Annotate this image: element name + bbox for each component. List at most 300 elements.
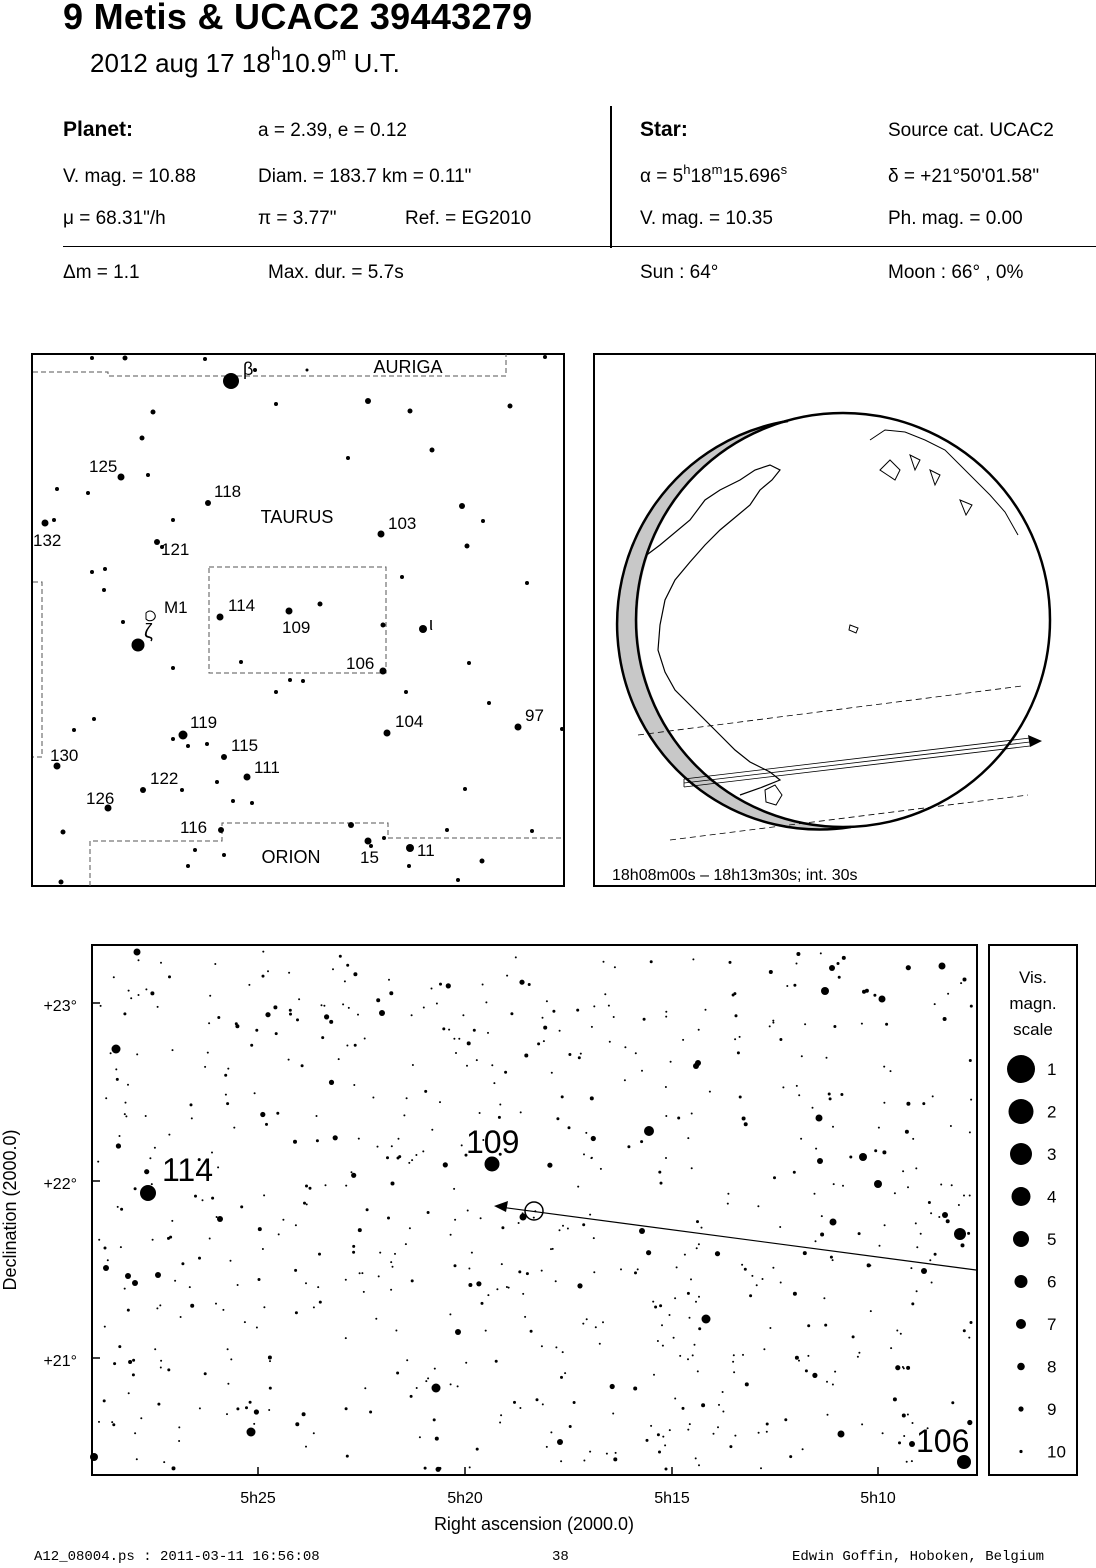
field-star — [313, 1432, 315, 1434]
field-star — [321, 1004, 323, 1006]
field-star — [658, 1451, 661, 1454]
field-star — [296, 1018, 299, 1021]
field-star — [268, 1356, 272, 1360]
field-star — [650, 1130, 653, 1133]
field-star — [893, 1397, 897, 1401]
field-star — [604, 993, 606, 995]
field-star — [423, 1007, 425, 1009]
hour-unit: h — [270, 44, 281, 64]
finder-star — [52, 518, 56, 522]
planet-orbit: a = 2.39, e = 0.12 — [258, 120, 407, 141]
field-star — [111, 1421, 113, 1423]
field-star — [410, 1395, 413, 1398]
field-star — [802, 1448, 804, 1450]
field-star — [377, 1146, 379, 1148]
field-star — [258, 1227, 262, 1231]
field-star — [458, 1038, 460, 1040]
field-star — [120, 1246, 122, 1248]
field-star — [745, 1382, 749, 1386]
field-star — [963, 1195, 965, 1197]
field-star — [677, 1117, 680, 1120]
field-star — [817, 1158, 823, 1164]
field-star — [950, 1125, 952, 1127]
field-star — [178, 1440, 180, 1442]
field-star — [482, 984, 484, 986]
field-star — [838, 976, 841, 979]
finder-star — [90, 356, 94, 360]
legend-title-2: magn. — [1009, 994, 1057, 1013]
field-star — [480, 1217, 482, 1219]
field-star — [758, 1432, 760, 1434]
field-star — [715, 1251, 720, 1256]
field-star — [116, 1078, 119, 1081]
alpha-seconds: 15.696 — [722, 166, 781, 187]
field-star — [906, 1461, 908, 1463]
field-star — [674, 1398, 676, 1400]
field-star — [552, 1248, 554, 1250]
field-star — [772, 1267, 774, 1269]
field-star — [107, 1259, 109, 1261]
field-star — [276, 1112, 279, 1115]
field-star — [172, 1466, 176, 1470]
field-star — [674, 1297, 676, 1299]
field-star — [321, 1036, 324, 1039]
field-star — [537, 1042, 540, 1045]
field-star — [590, 1096, 594, 1100]
field-star — [289, 1013, 292, 1016]
field-star — [134, 1432, 136, 1434]
field-star — [858, 1352, 860, 1354]
field-star — [603, 961, 605, 963]
finder-star — [380, 668, 387, 675]
field-star — [346, 1045, 348, 1047]
field-star — [501, 1226, 504, 1229]
field-star — [858, 1232, 861, 1235]
field-star — [519, 1407, 521, 1409]
field-star — [495, 1360, 498, 1363]
field-star — [462, 1014, 464, 1016]
field-star — [519, 980, 524, 985]
field-star — [455, 1052, 457, 1054]
field-star — [487, 1294, 489, 1296]
finder-star — [171, 518, 175, 522]
field-star — [100, 1005, 102, 1007]
field-star — [485, 1330, 487, 1332]
finder-star — [301, 679, 305, 683]
field-star — [128, 990, 130, 992]
field-star — [772, 1022, 774, 1024]
field-star — [353, 972, 357, 976]
field-star — [874, 1180, 882, 1188]
finder-star — [560, 727, 564, 731]
field-star — [163, 1461, 165, 1463]
legend-mag-label: 3 — [1047, 1145, 1057, 1164]
field-star — [947, 993, 949, 995]
field-star — [760, 1467, 762, 1469]
field-star — [920, 1233, 922, 1235]
field-star — [208, 1022, 210, 1024]
field-star — [301, 1064, 304, 1067]
field-star — [409, 1227, 411, 1229]
field-star — [427, 1377, 429, 1379]
xtick-5h10: 5h10 — [860, 1490, 896, 1507]
field-star — [816, 1115, 823, 1122]
field-star — [446, 983, 451, 988]
field-star — [419, 1436, 421, 1438]
field-star — [172, 1049, 174, 1051]
legend-title-3: scale — [1013, 1020, 1053, 1039]
field-star — [249, 1401, 252, 1404]
field-star — [903, 1367, 905, 1369]
field-star — [557, 1439, 563, 1445]
field-star — [564, 1372, 566, 1374]
field-star — [608, 1005, 610, 1007]
globe-caption: 18h08m00s – 18h13m30s; int. 30s — [612, 867, 858, 884]
alpha-m-unit: m — [711, 162, 723, 177]
field-star — [424, 1467, 427, 1470]
field-star — [612, 1413, 614, 1415]
field-star — [487, 1032, 489, 1034]
field-star — [168, 1134, 170, 1136]
time-zone: U.T. — [346, 48, 400, 78]
field-star — [661, 1324, 663, 1326]
field-star — [543, 1026, 547, 1030]
field-star — [528, 983, 531, 986]
field-star — [772, 1020, 774, 1022]
finder-chart — [32, 354, 564, 886]
field-star — [342, 1003, 344, 1005]
field-star — [366, 1208, 369, 1211]
field-star — [546, 1000, 548, 1002]
field-star — [305, 1446, 307, 1448]
field-star — [907, 1186, 909, 1188]
finder-star — [215, 780, 219, 784]
planet-parallax: π = 3.77" — [258, 208, 337, 229]
alpha-minutes: 18 — [690, 166, 712, 187]
field-star — [769, 1327, 771, 1329]
field-star — [687, 1358, 689, 1360]
field-star — [547, 1163, 552, 1168]
minute-unit: m — [331, 44, 347, 64]
field-star — [465, 1362, 467, 1364]
field-star — [696, 1220, 699, 1223]
field-star — [295, 1422, 299, 1426]
finder-star-label: 103 — [388, 514, 417, 533]
field-star — [560, 1460, 562, 1462]
finder-star-label: 126 — [86, 789, 115, 808]
field-star — [431, 988, 433, 990]
field-star — [406, 1097, 408, 1099]
field-star — [821, 987, 829, 995]
field-star — [682, 1407, 685, 1410]
field-star — [873, 994, 876, 997]
field-star — [113, 1362, 116, 1365]
field-star — [411, 1159, 413, 1161]
field-star — [473, 1029, 476, 1032]
field-star — [906, 1102, 910, 1106]
field-star — [389, 991, 393, 995]
alpha-hours: α = 5 — [640, 166, 684, 187]
field-star — [211, 1197, 214, 1200]
field-star — [97, 1161, 99, 1163]
field-star — [793, 1292, 797, 1296]
field-star — [660, 1182, 663, 1185]
field-star — [657, 1340, 659, 1342]
field-star — [807, 1355, 809, 1357]
field-star — [599, 1343, 601, 1345]
finder-star — [186, 744, 190, 748]
legend-mag-label: 6 — [1047, 1272, 1057, 1292]
field-star — [550, 1431, 552, 1433]
field-star — [969, 1195, 971, 1197]
finder-star-label: 111 — [254, 758, 280, 777]
legend-title-1: Vis. — [1018, 968, 1048, 987]
finder-star — [487, 701, 491, 705]
finder-star-label: 109 — [282, 618, 311, 637]
magnitude-legend — [989, 945, 1077, 1475]
field-star — [698, 1464, 700, 1466]
field-star — [227, 1383, 229, 1385]
asteroid-track — [500, 1207, 976, 1270]
finder-star — [59, 880, 64, 885]
field-star — [105, 1097, 107, 1099]
field-star — [541, 1345, 543, 1347]
field-star — [654, 1306, 657, 1309]
field-star — [501, 1263, 503, 1265]
field-star — [476, 1448, 479, 1451]
finder-star — [171, 737, 175, 741]
field-star — [577, 1283, 582, 1288]
finder-star-label: M1 — [164, 598, 188, 617]
field-star — [585, 1132, 587, 1134]
legend-mag-label: 4 — [1047, 1187, 1057, 1207]
field-star — [883, 1102, 885, 1104]
field-star — [610, 1384, 615, 1389]
field-star — [508, 1287, 510, 1289]
constellation-label: AURIGA — [373, 357, 443, 377]
field-star — [260, 1112, 265, 1117]
finder-star — [118, 474, 125, 481]
field-star — [556, 1117, 559, 1120]
moon-elongation: Moon : 66° , 0% — [888, 262, 1024, 283]
field-star — [181, 1262, 184, 1265]
field-star — [583, 1460, 585, 1462]
field-star — [833, 1025, 836, 1028]
field-star — [112, 1423, 115, 1426]
field-star — [258, 1278, 261, 1281]
finder-star — [318, 602, 323, 607]
earth-disc — [636, 413, 1050, 827]
finder-star — [463, 787, 467, 791]
field-star — [422, 1150, 424, 1152]
field-star — [657, 1433, 660, 1436]
field-star — [807, 1324, 810, 1327]
field-star — [639, 1228, 645, 1234]
xtick-5h25: 5h25 — [240, 1490, 276, 1507]
field-star — [646, 1439, 649, 1442]
field-star — [125, 1102, 127, 1104]
field-star — [879, 996, 886, 1003]
field-star — [689, 1423, 691, 1425]
field-star — [796, 1085, 798, 1087]
field-star — [963, 978, 967, 982]
field-star — [376, 998, 380, 1002]
field-star — [103, 1399, 106, 1402]
field-star — [580, 1053, 582, 1055]
field-star — [583, 1153, 585, 1155]
field-star — [562, 1351, 564, 1353]
field-star — [250, 1044, 253, 1047]
field-star — [569, 1425, 572, 1428]
field-star — [551, 1072, 553, 1074]
field-star — [665, 1115, 667, 1117]
field-star — [698, 1243, 700, 1245]
field-star — [646, 1250, 651, 1255]
field-star — [970, 1099, 972, 1101]
field-star — [896, 1330, 898, 1332]
field-star — [434, 1368, 436, 1370]
field-star — [506, 1286, 508, 1288]
field-star — [431, 1129, 433, 1131]
field-star — [127, 1309, 130, 1312]
field-star — [442, 1027, 445, 1030]
field-star — [390, 1289, 392, 1291]
field-star — [659, 1304, 662, 1307]
field-star — [262, 975, 265, 978]
field-star — [453, 1188, 455, 1190]
field-star — [652, 1301, 654, 1303]
field-star — [734, 1038, 736, 1040]
sun-elongation: Sun : 64° — [640, 262, 719, 283]
field-star — [562, 1225, 564, 1227]
field-star — [593, 1005, 595, 1007]
finder-star — [406, 844, 414, 852]
field-star — [207, 1052, 209, 1054]
field-star — [852, 1335, 855, 1338]
field-star — [902, 1170, 904, 1172]
field-star — [190, 1103, 193, 1106]
field-star — [662, 1345, 664, 1347]
field-star — [906, 965, 911, 970]
field-star — [318, 1253, 321, 1256]
field-star — [828, 1093, 831, 1096]
field-star — [167, 1368, 170, 1371]
track-arrow-icon — [494, 1201, 508, 1212]
field-star — [766, 1423, 769, 1426]
field-star — [524, 1054, 528, 1058]
field-star — [727, 1203, 729, 1205]
finder-star-label: 125 — [89, 457, 118, 476]
field-star — [713, 1433, 715, 1435]
field-star — [454, 1219, 456, 1221]
field-star — [398, 1138, 400, 1140]
field-star — [560, 1376, 563, 1379]
field-star — [313, 1306, 315, 1308]
field-star — [160, 962, 162, 964]
field-star — [796, 952, 800, 956]
field-star — [878, 1127, 880, 1129]
field-star — [903, 1435, 905, 1437]
field-star — [786, 985, 788, 987]
field-star — [461, 1144, 463, 1146]
field-star — [189, 1286, 191, 1288]
finder-star-label: 15 — [360, 848, 379, 867]
field-star — [358, 1138, 360, 1140]
field-star — [116, 1143, 121, 1148]
field-star — [375, 1318, 377, 1320]
finder-star — [193, 848, 197, 852]
field-star — [915, 1167, 917, 1169]
field-star — [253, 1423, 255, 1425]
finder-star — [203, 357, 207, 361]
field-star — [689, 1317, 691, 1319]
field-star — [395, 1330, 397, 1332]
field-star — [698, 1296, 700, 1298]
field-star — [254, 1409, 259, 1414]
finder-star — [430, 448, 435, 453]
field-star — [132, 1280, 138, 1286]
field-star — [658, 1171, 661, 1174]
field-star — [732, 1361, 734, 1363]
field-star — [388, 979, 390, 981]
field-star — [406, 1359, 408, 1361]
field-star — [568, 1053, 571, 1056]
field-star — [454, 1264, 457, 1267]
field-star — [898, 1441, 901, 1444]
field-star — [620, 1268, 622, 1270]
field-star — [890, 1070, 892, 1072]
field-star — [468, 1268, 470, 1270]
field-star — [741, 1264, 743, 1266]
field-star — [171, 1220, 173, 1222]
finder-star — [365, 398, 371, 404]
field-star — [235, 1024, 239, 1028]
field-star — [267, 970, 269, 972]
field-star — [737, 1051, 740, 1054]
field-star — [273, 1005, 277, 1009]
field-star — [136, 1053, 138, 1055]
field-star — [934, 1003, 936, 1005]
finder-star — [121, 620, 125, 624]
field-star — [269, 1387, 272, 1390]
field-star — [805, 1369, 808, 1372]
field-star — [842, 956, 846, 960]
field-star — [568, 1126, 571, 1129]
field-star — [916, 1290, 918, 1292]
finder-star — [382, 836, 386, 840]
field-star — [268, 1409, 270, 1411]
legend-dot — [1015, 1275, 1028, 1288]
field-star — [669, 1314, 671, 1316]
field-star — [943, 1017, 947, 1021]
field-star — [582, 1323, 584, 1325]
field-star — [364, 1038, 366, 1040]
legend-mag-label: 9 — [1047, 1400, 1057, 1419]
field-star — [849, 1156, 852, 1159]
finder-star — [179, 731, 188, 740]
field-star — [467, 1210, 469, 1212]
field-star — [635, 1052, 637, 1054]
field-star — [520, 1111, 522, 1113]
field-star — [160, 1367, 162, 1369]
finder-star — [381, 623, 386, 628]
field-star — [870, 1310, 872, 1312]
field-star — [450, 1383, 452, 1385]
field-star — [110, 1052, 112, 1054]
field-star — [861, 1423, 863, 1425]
field-star — [144, 1169, 149, 1174]
field-star — [915, 1222, 917, 1224]
